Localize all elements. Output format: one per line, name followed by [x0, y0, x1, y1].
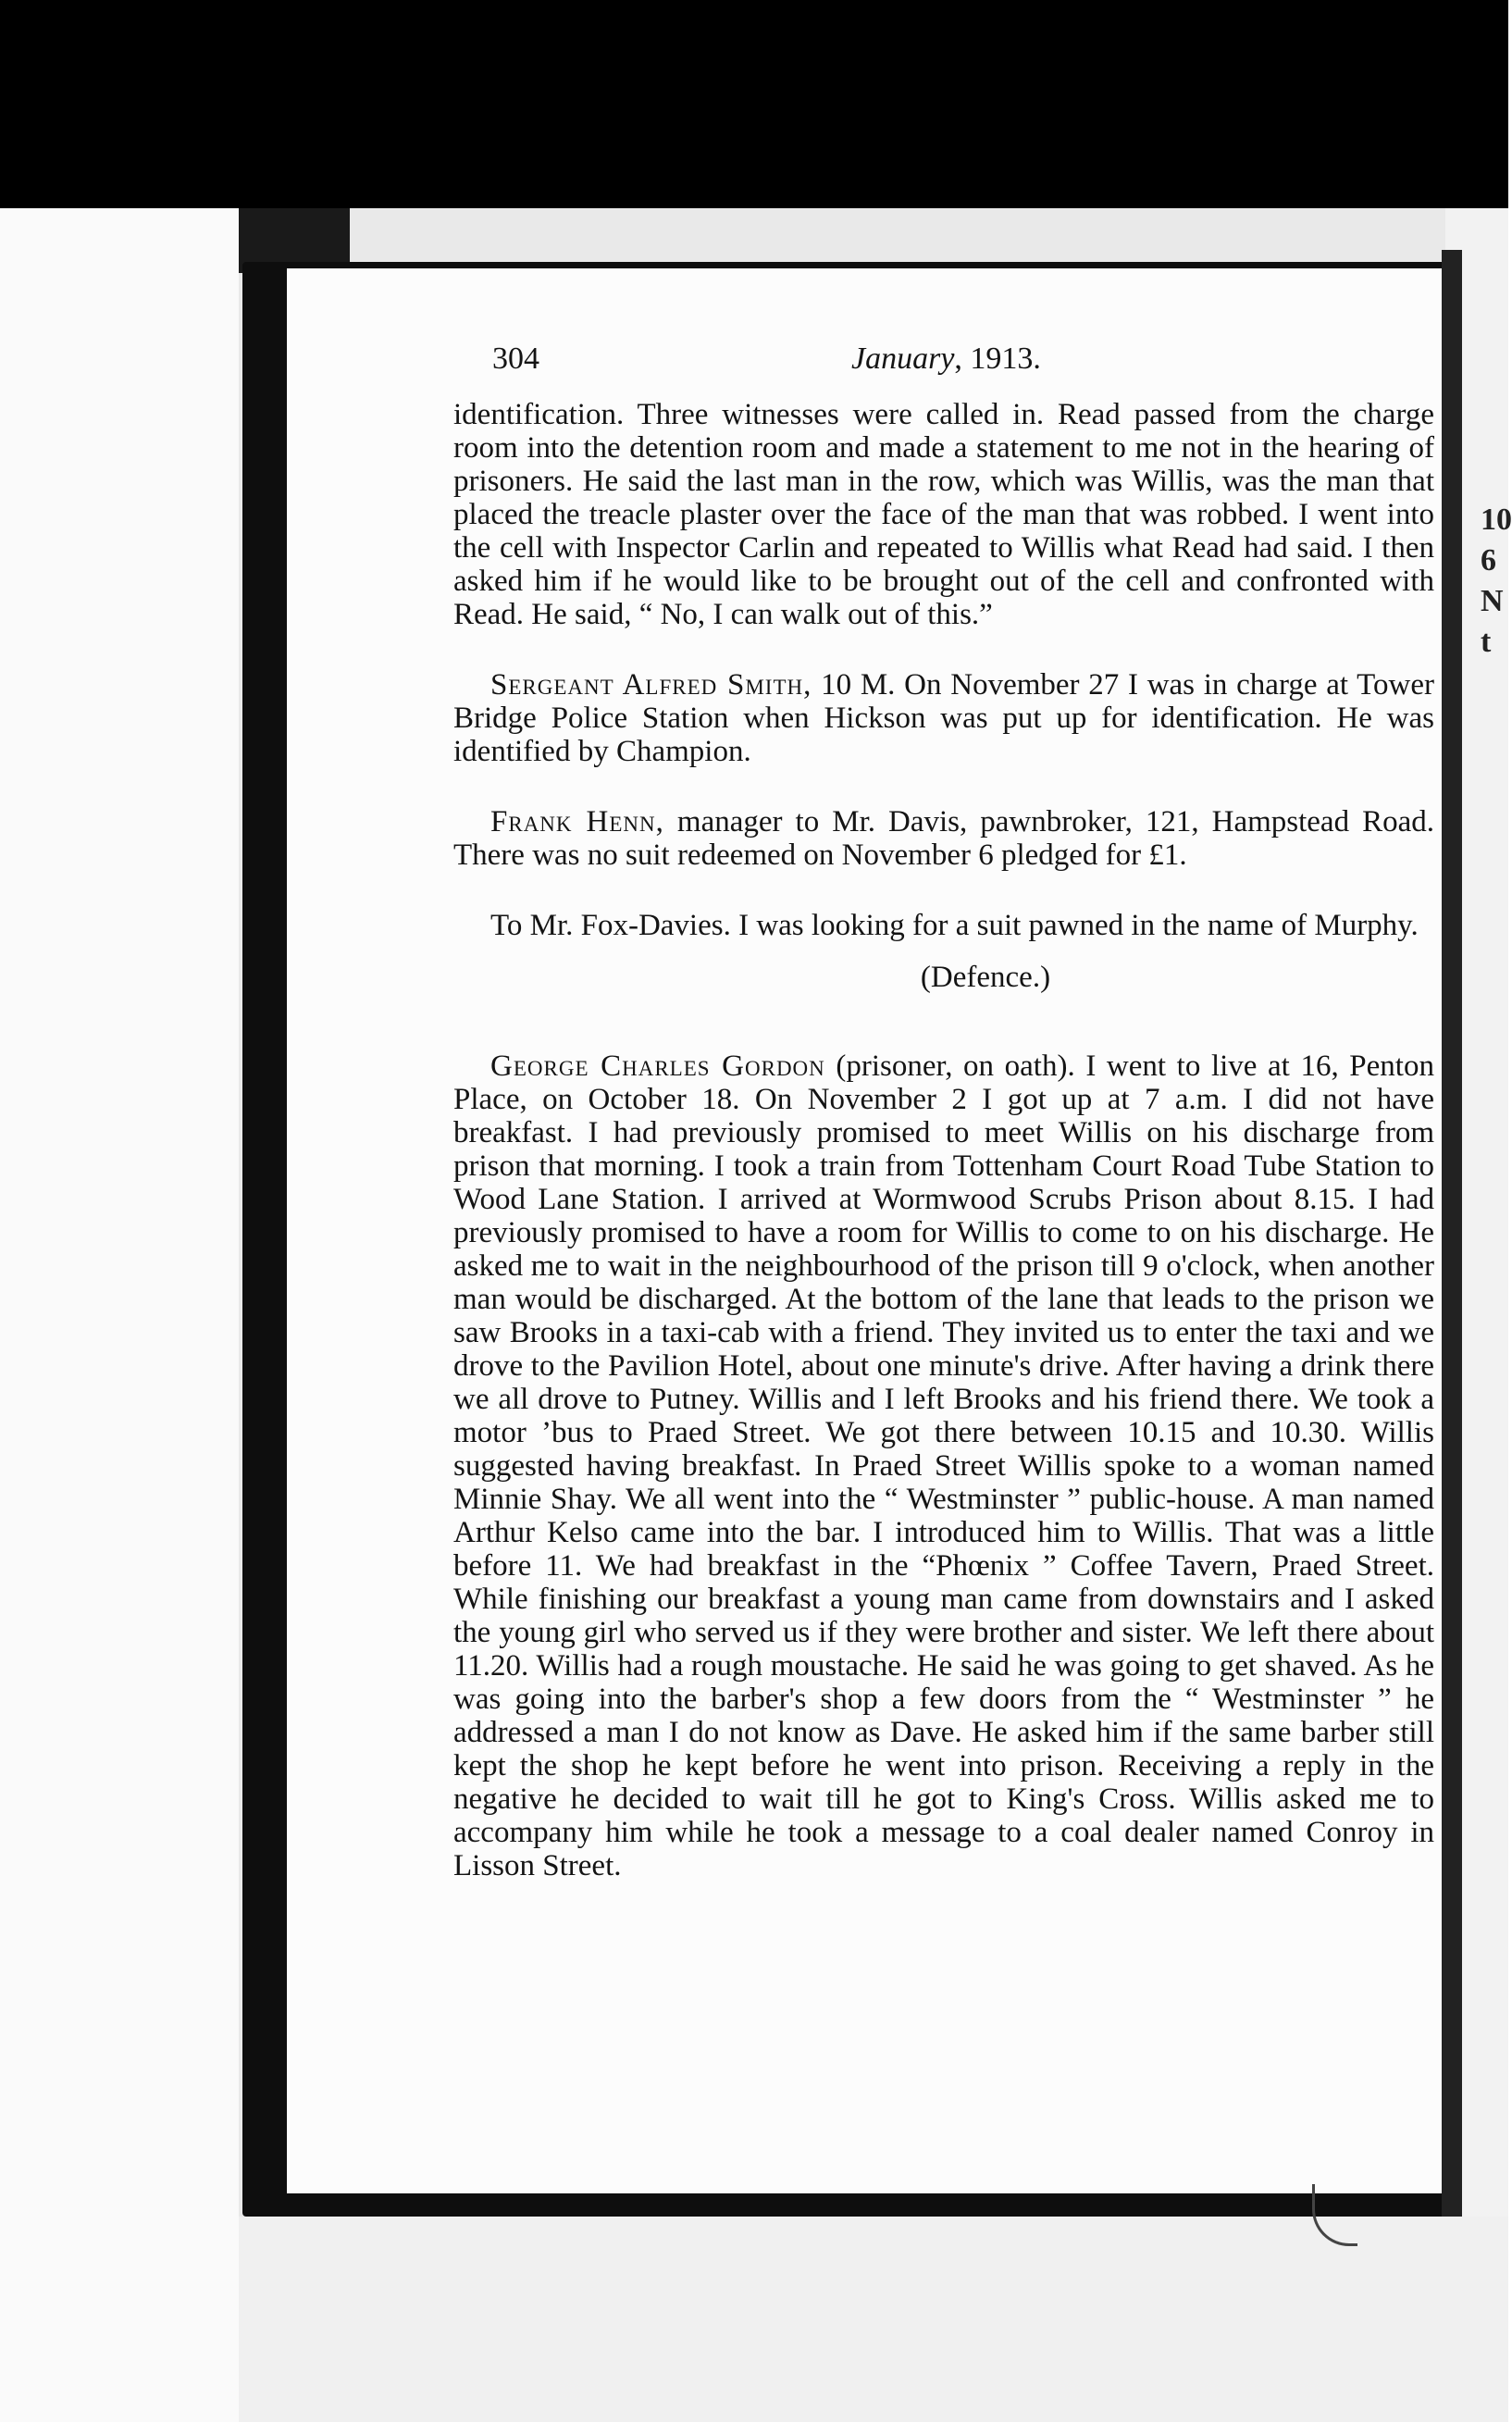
running-head-month: January [851, 342, 955, 376]
paragraph-testimony-smith [453, 668, 1434, 768]
cross-examination-text: To Mr. Fox-Davies. I was looking for a suit pawned in the name of Murphy. [490, 909, 1419, 942]
document-page [287, 268, 1442, 2193]
scan-top-border [0, 0, 1508, 208]
next-page-fragment: 10 6 N t [1481, 503, 1512, 659]
witness-name-henn: Frank Henn, [490, 805, 664, 838]
paragraph-testimony-gordon [453, 1050, 1434, 1882]
testimony-smith-text: 10 M. On November 27 I was in charge at Tower Bridge Police Station when Hickson was put up for identification. He was identified by Champion. [453, 668, 1434, 768]
section-heading-defence: (Defence.) [920, 961, 1051, 994]
scan-bottom-area [239, 2217, 1508, 2422]
page-number: 304 [492, 342, 539, 376]
page-text-block [453, 342, 1434, 1882]
witness-name-gordon: George Charles Gordon [490, 1050, 825, 1083]
testimony-henn-text: manager to Mr. Davis, pawnbroker, 121, Hampstead Road. There was no suit redeemed on November 6 pledged for £1. [453, 805, 1434, 872]
witness-name-smith: Sergeant Alfred Smith, [490, 668, 812, 702]
book-spine [1442, 250, 1462, 2230]
scan-left-margin [0, 208, 239, 2422]
paragraph-testimony-henn [453, 805, 1434, 872]
running-head [851, 342, 1041, 376]
running-head-year: , 1913. [954, 342, 1041, 376]
page-header [453, 342, 1434, 398]
paragraph-cross-examination [453, 909, 1434, 942]
testimony-gordon-text: (prisoner, on oath). I went to live at 16, Penton Place, on October 18. On November 2 I got up at 7 a.m. I did not have breakfast. I had previously promised to meet Willis on his discharge from prison that morning. I took a train from Tottenham Court Road Tube Station to Wood Lane Station. I arrived at Wormwood Scrubs Prison about 8.15. I had previously promised to have a room for Willis to come to on his discharge. He asked me to wait in the neighbourhood of the prison till 9 o'clock, when another man would be discharged. At the bottom of the lane that leads to the prison we saw Brooks in a taxi-cab with a friend. They invited us to enter the taxi and we drove to the Pavilion Hotel, about one minute's drive. After having a drink there we all drove to Putney. Willis and I left Brooks and his friend there. We took a motor ’bus to Praed Street. We got there between 10.15 and 10.30. Willis suggested having breakfast. In Praed Street Willis spoke to a woman named Minnie Shay. We all went into the “ Westminster ” public-house. A man named Arthur Kelso came into the bar. I introduced him to Willis. That was a little before 11. We had breakfast in the “Phœnix ” Coffee Tavern, Praed Street. While finishing our breakfast a young man came from downstairs and I asked the young girl who served us if they were brother and sister. We left there about 11.20. Willis had a rough moustache. He said he was going to get shaved. As he was going into the barber's shop a few doors from the “ Westminster ” he addressed a man I do not know as Dave. He asked him if the same barber still kept the shop he kept before he went into prison. Receiving a reply in the negative he decided to wait till he got to King's Cross. Willis asked me to accompany him while he took a message to a coal dealer named Conroy in Lisson Street. [453, 1050, 1434, 1882]
paragraph-identification: identification. Three witnesses were called in. Read passed from the charge room into the detention room and made a statement to me not in the hearing of prisoners. He said the last man in the row, which was Willis, was the man that placed the treacle plaster over the face of the man that was robbed. I went into the cell with Inspector Carlin and repeated to Willis what Read had said. I then asked him if he would like to be brought out of the cell and confronted with Read. He said, “ No, I can walk out of this.” [453, 398, 1434, 631]
